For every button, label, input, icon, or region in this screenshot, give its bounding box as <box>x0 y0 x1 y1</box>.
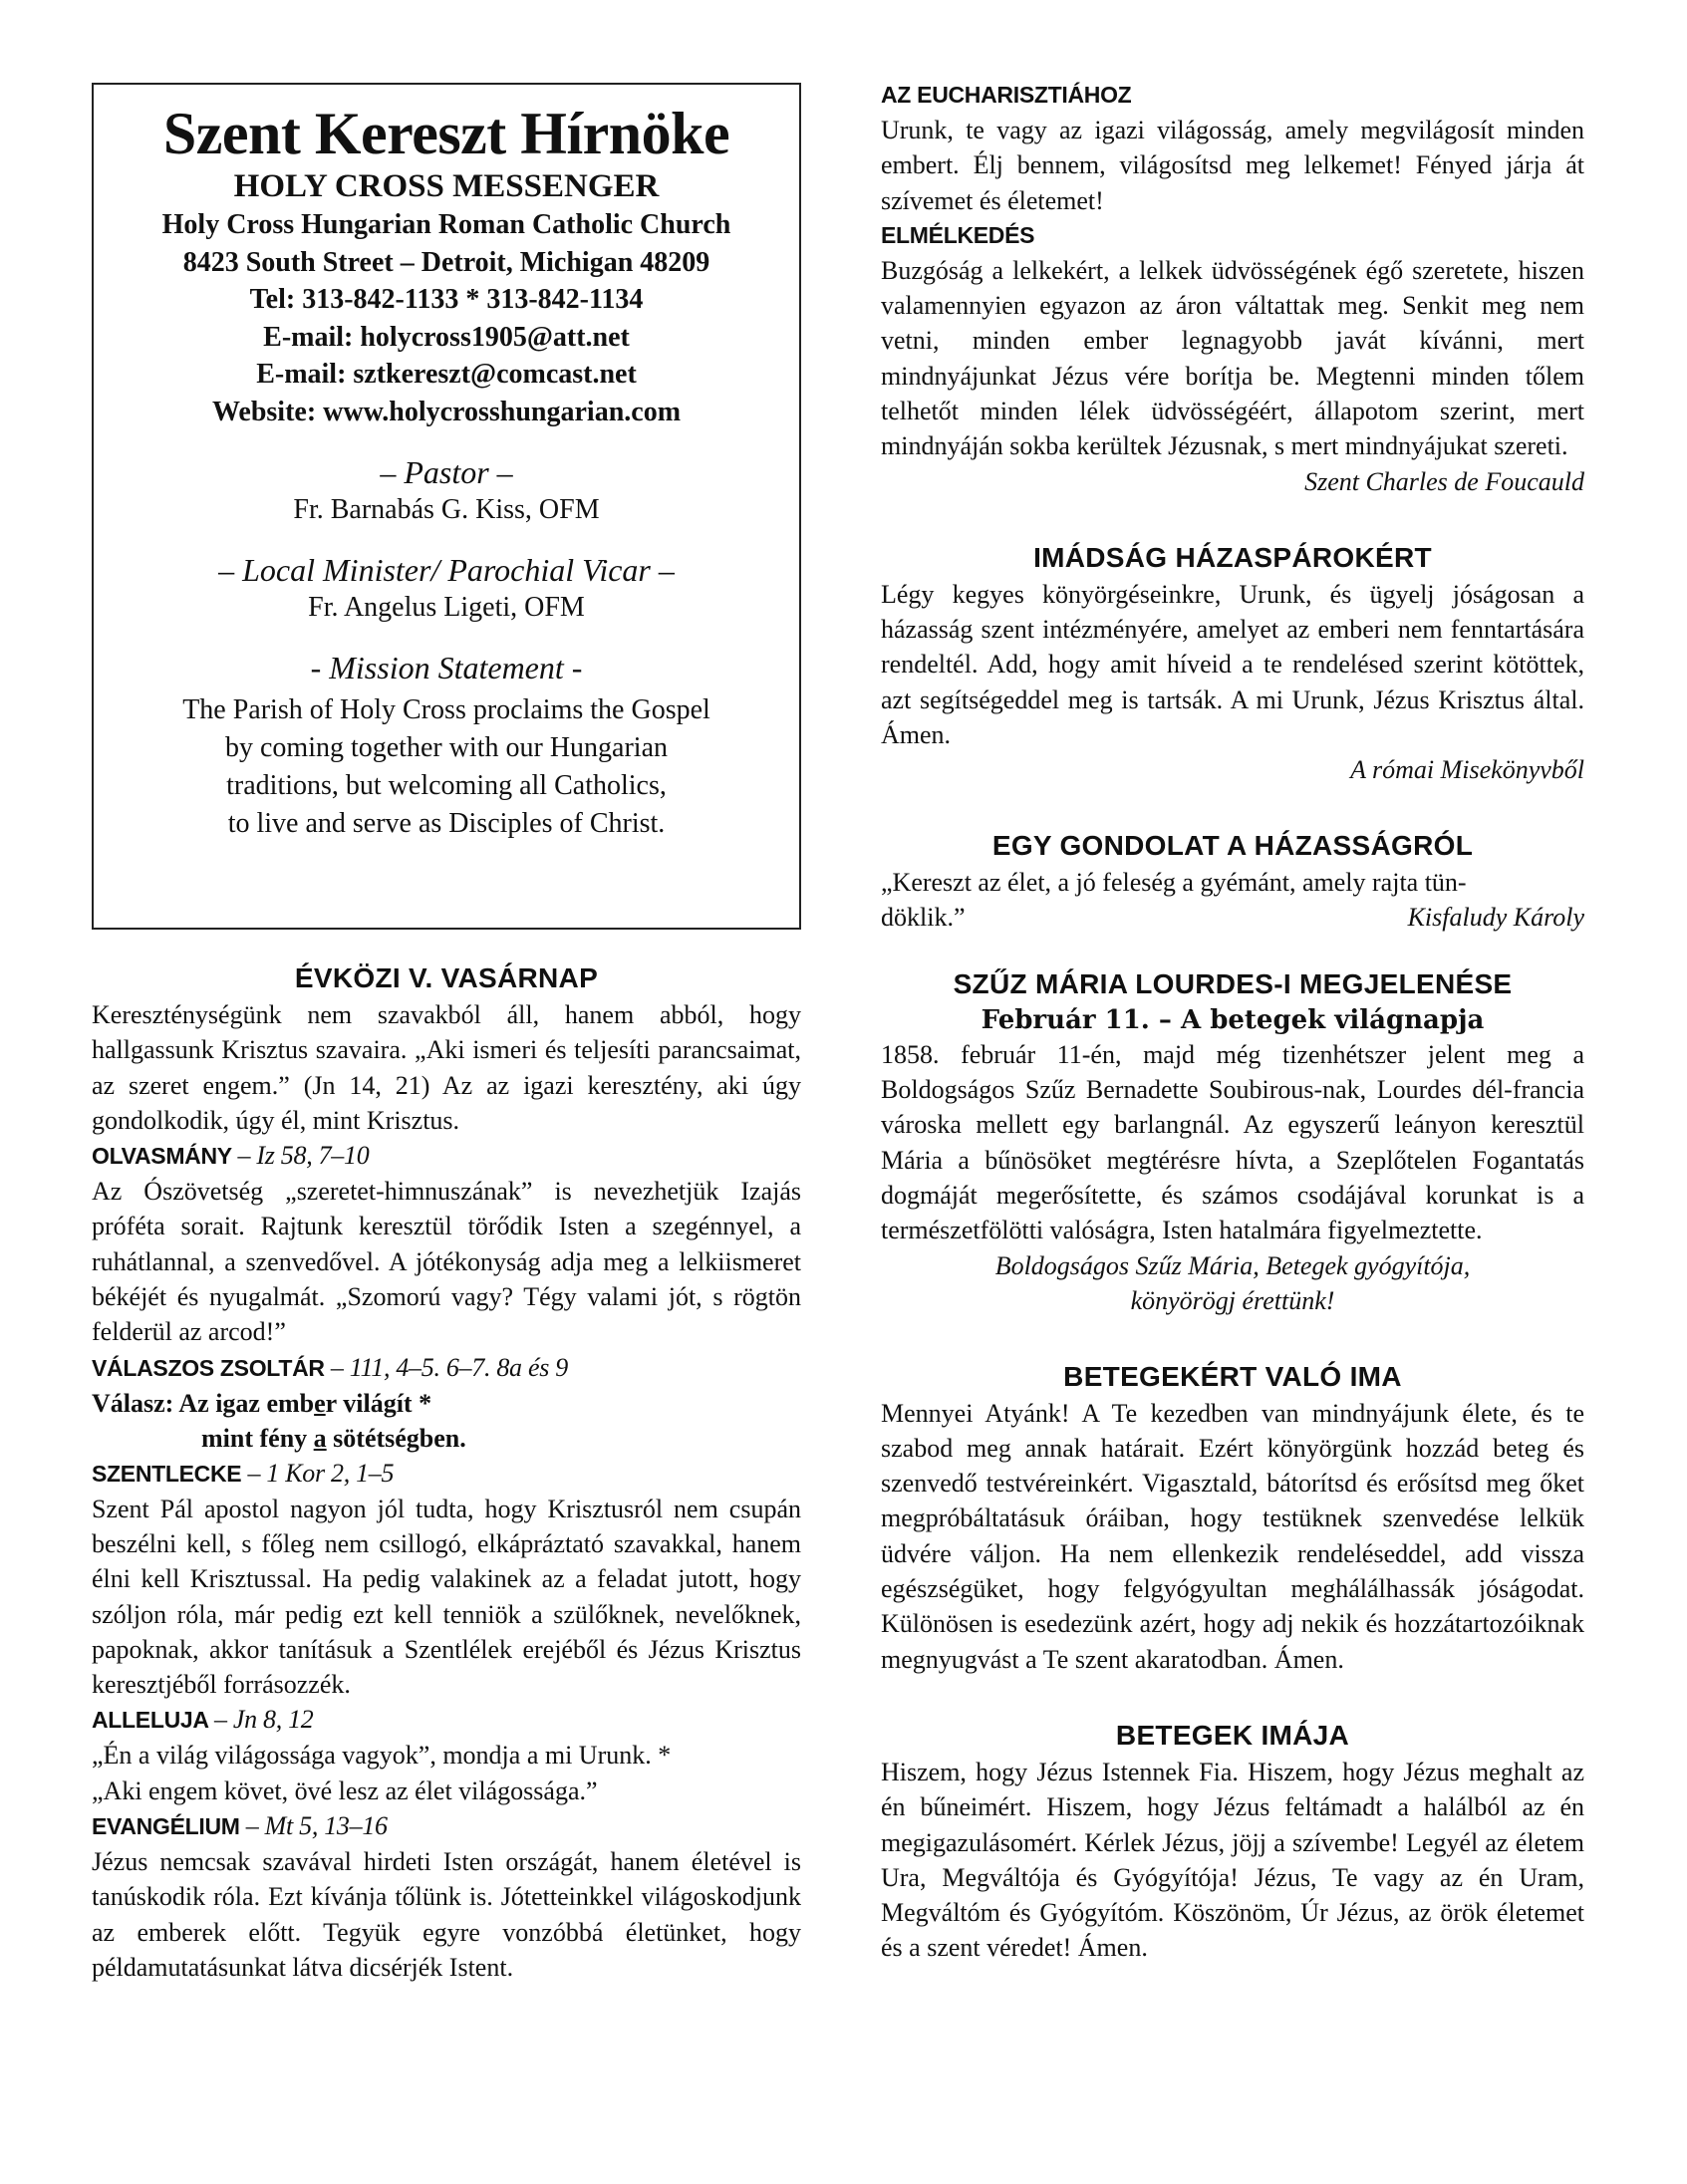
response-text: sötétségben. <box>326 1423 466 1453</box>
reading1-label: OLVASMÁNY <box>92 1143 232 1170</box>
alleluia-label: ALLELUJA <box>92 1707 208 1734</box>
mission-line: The Parish of Holy Cross proclaims the Gospel <box>182 694 710 725</box>
eucharist-label: AZ EUCHARISZTIÁHOZ <box>881 82 1132 108</box>
church-phone: Tel: 313-842-1133 * 313-842-1134 <box>249 284 644 315</box>
church-email-1: E-mail: holycross1905@att.net <box>263 321 630 353</box>
left-column <box>92 83 801 1985</box>
gospel-heading: EVANGÉLIUM – Mt 5, 13–16 <box>92 1811 388 1841</box>
reading1-ref: Iz 58, 7–10 <box>256 1141 370 1171</box>
vicar-label: – Local Minister/ Parochial Vicar – <box>218 552 675 588</box>
gospel-label: EVANGÉLIUM <box>92 1813 240 1840</box>
sick-prayer-title: BETEGEKÉRT VALÓ IMA <box>1063 1360 1402 1392</box>
mission-line: by coming together with our Hungarian <box>224 732 668 763</box>
gospel-ref: Mt 5, 13–16 <box>264 1811 388 1841</box>
church-address: 8423 South Street – Detroit, Michigan 48209 <box>182 246 710 278</box>
lourdes-closing-1: Boldogságos Szűz Mária, Betegek gyógyítója, <box>994 1250 1471 1280</box>
gospel-text: Jézus nemcsak szavával hirdeti Isten országát, hanem életével is tanúskodik róla. Ezt kívánja tőlünk is. Jótetteinkkel világoskodjunk az emberek előtt. Tegyük egyre vonzóbbá életünket, hogy példamutatásunkat látva dicsérjék Istent. <box>92 1847 801 1982</box>
psalm-heading: VÁLASZOS ZSOLTÁR – 111, 4–5. 6–7. 8a és 9 <box>92 1352 568 1382</box>
newsletter-title: Szent Kereszt Hírnöke <box>162 101 730 166</box>
couples-prayer-title: IMÁDSÁG HÁZASPÁROKÉRT <box>1033 541 1432 573</box>
lourdes-title: SZŰZ MÁRIA LOURDES-I MEGJELENÉSE <box>953 967 1513 999</box>
alleluia-ref: Jn 8, 12 <box>232 1705 314 1735</box>
mission-statement <box>104 691 789 843</box>
couples-prayer-attribution: A római Misekönyvből <box>1350 755 1584 785</box>
reading1-heading: OLVASMÁNY – Iz 58, 7–10 <box>92 1141 370 1171</box>
marriage-thought-line-2 <box>881 900 1584 935</box>
sunday-intro: Kereszténységünk nem szavakból áll, hanem abból, hogy hallgassunk Krisztus szavaira. „Aki ismeri és teljesíti parancsaimat, az szeret engem.” (Jn 14, 21) Az az igazi keresztény, aki úgy gondolkodik, úgy él, mint Krisztus. <box>92 1000 801 1135</box>
masthead-box <box>92 83 801 930</box>
mission-label: - Mission Statement - <box>310 650 583 685</box>
sick-own-prayer-title: BETEGEK IMÁJA <box>1115 1719 1350 1751</box>
reading2-ref: 1 Kor 2, 1–5 <box>266 1458 395 1488</box>
response-emphasis: e <box>314 1388 326 1418</box>
reading2-text: Szent Pál apostol nagyon jól tudta, hogy Krisztusról nem csupán beszélni kell, s főleg nem csillogó, elkápráztató szavakkal, hanem élni kell Krisztussal. Ha pedig valakinek az a feladat jutott, hogy szóljon róla, már pedig ezt kell tenniök a szülőknek, nevelőknek, papoknak, akkor tanításuk a Szentlélek erejéből és Jézus Krisztus keresztjéből forrásozzék. <box>92 1494 801 1700</box>
response-text: Válasz: Az igaz emb <box>92 1388 315 1418</box>
psalm-label: VÁLASZOS ZSOLTÁR <box>92 1354 325 1381</box>
pastor-label: – Pastor – <box>380 454 513 490</box>
reading2-label: SZENTLECKE <box>92 1460 242 1487</box>
mission-line: traditions, but welcoming all Catholics, <box>226 770 667 801</box>
alleluia-heading: ALLELUJA – Jn 8, 12 <box>92 1705 314 1735</box>
lourdes-subtitle: Február 11. – A betegek világnapja <box>981 1004 1485 1035</box>
psalm-ref: 111, 4–5. 6–7. 8a és 9 <box>349 1352 568 1382</box>
alleluia-line-2: „Aki engem követ, övé lesz az élet világossága.” <box>92 1775 598 1805</box>
reading2-heading: SZENTLECKE – 1 Kor 2, 1–5 <box>92 1458 395 1488</box>
church-website: Website: www.holycrosshungarian.com <box>211 396 682 427</box>
church-email-2: E-mail: sztkereszt@comcast.net <box>256 359 637 390</box>
meditation-attribution: Szent Charles de Foucauld <box>1304 466 1584 496</box>
response-emphasis: a <box>313 1423 327 1453</box>
marriage-thought-line-1: „Kereszt az élet, a jó feleség a gyémánt, amely rajta tün- <box>881 868 1467 898</box>
sunday-title: ÉVKÖZI V. VASÁRNAP <box>294 962 599 993</box>
right-column <box>881 78 1584 1966</box>
eucharist-text: Urunk, te vagy az igazi világosság, amely megvilágosít minden embert. Élj bennem, világosítsd meg lelkemet! Fényed járja át szívemet és életemet! <box>881 116 1584 215</box>
meditation-label: ELMÉLKEDÉS <box>881 221 1035 248</box>
psalm-response-line-1 <box>92 1386 801 1421</box>
newsletter-subtitle: HOLY CROSS MESSENGER <box>233 168 660 204</box>
response-text: mint fény <box>201 1423 314 1453</box>
psalm-response-line-2 <box>92 1421 801 1456</box>
mission-line: to live and serve as Disciples of Christ. <box>227 808 666 839</box>
vicar-name: Fr. Angelus Ligeti, OFM <box>308 592 585 623</box>
alleluia-line-1: „Én a világ világossága vagyok”, mondja a mi Urunk. * <box>92 1741 672 1771</box>
couples-prayer-text: Légy kegyes könyörgéseinkre, Urunk, és ügyelj jóságosan a házasság szent intézményére, amelyet az emberi nem fenntartására rendeltél. Add, hogy amit híveid a te rendelésed szerint kötöttek, azt segítségeddel meg is tartsák. A mi Urunk, Jézus Krisztus által. Ámen. <box>881 579 1584 749</box>
response-text: r világít * <box>325 1388 432 1418</box>
marriage-thought-attribution: Kisfaludy Károly <box>1407 903 1584 933</box>
sick-prayer-text: Mennyei Atyánk! A Te kezedben van mindnyájunk élete, és te szabod meg annak határait. Ezért könyörgünk hozzád beteg és szenvedő testvéreinkért. Vigasztald, bátorítsd és erősítsd meg őket megpróbáltatásuk óráiban, hogy testüknek szenvedése lelkük üdvére váljon. Ha nem ellenkezik rendeléseddel, add vissza egészségüket, hogy felgyógyultan meghálálhassák jóságodat. Különösen is esedezünk azért, hogy adj nekik és hozzátartozóiknak megnyugvást a Te szent akaratodban. Ámen. <box>881 1398 1584 1674</box>
marriage-thought-title: EGY GONDOLAT A HÁZASSÁGRÓL <box>991 830 1474 862</box>
pastor-name: Fr. Barnabás G. Kiss, OFM <box>293 494 600 525</box>
marriage-thought-end: döklik.” <box>881 903 966 933</box>
reading1-text: Az Ószövetség „szeretet-himnuszának” is nevezhetjük Izajás próféta sorait. Rajtunk keresztül törődik Isten a szegénnyel, a ruhátlannal, a szenvedővel. A jótékonyság adja meg a lelkiismeret békéjét és nyugalmát. „Szomorú vagy? Tégy valami jót, s rögtön felderül az arcod!” <box>92 1177 801 1347</box>
sick-own-prayer-text: Hiszem, hogy Jézus Istennek Fia. Hiszem, hogy Jézus meghalt az én bűneimért. Hiszem, hogy Jézus feltámadt a halálból az én megigazulásomért. Kérlek Jézus, jöjj a szívembe! Legyél az életem Ura, Megváltója és Gyógyítója! Jézus, Te vagy az én Uram, Megváltóm és Gyógyítóm. Köszönöm, Úr Jézus, az örök életemet és a szent véredet! Ámen. <box>881 1757 1584 1963</box>
lourdes-text: 1858. február 11-én, majd még tizenhétszer jelent meg a Boldogságos Szűz Bernadette Soubirous-nak, Lourdes dél-francia városka mellett egy barlangnál. Az egyszerű leányon keresztül Mária a bűnösöket megtérésre hívta, a Szeplőtelen Fogantatás dogmáját megerősítette, és számos csodájával korunkat is a természetfölötti valóságra, Isten hatalmára figyelmeztette. <box>881 1039 1584 1245</box>
meditation-text: Buzgóság a lelkekért, a lelkek üdvösségének égő szeretete, hiszen valamennyien egyazon az áron váltattak meg. Senkit meg nem vetni, minden ember legnagyobb javát kívánni, mert mindnyájunkat Jézus vére borítja be. Megtenni minden tőlem telhetőt minden lélek üdvösségéért, állapotom szerint, mert mindnyáján sokba kerültek Jézusnak, s mert mindnyájukat szereti. <box>881 255 1584 461</box>
lourdes-closing-2: könyörögj érettünk! <box>1130 1285 1335 1315</box>
church-name: Holy Cross Hungarian Roman Catholic Church <box>161 209 731 240</box>
